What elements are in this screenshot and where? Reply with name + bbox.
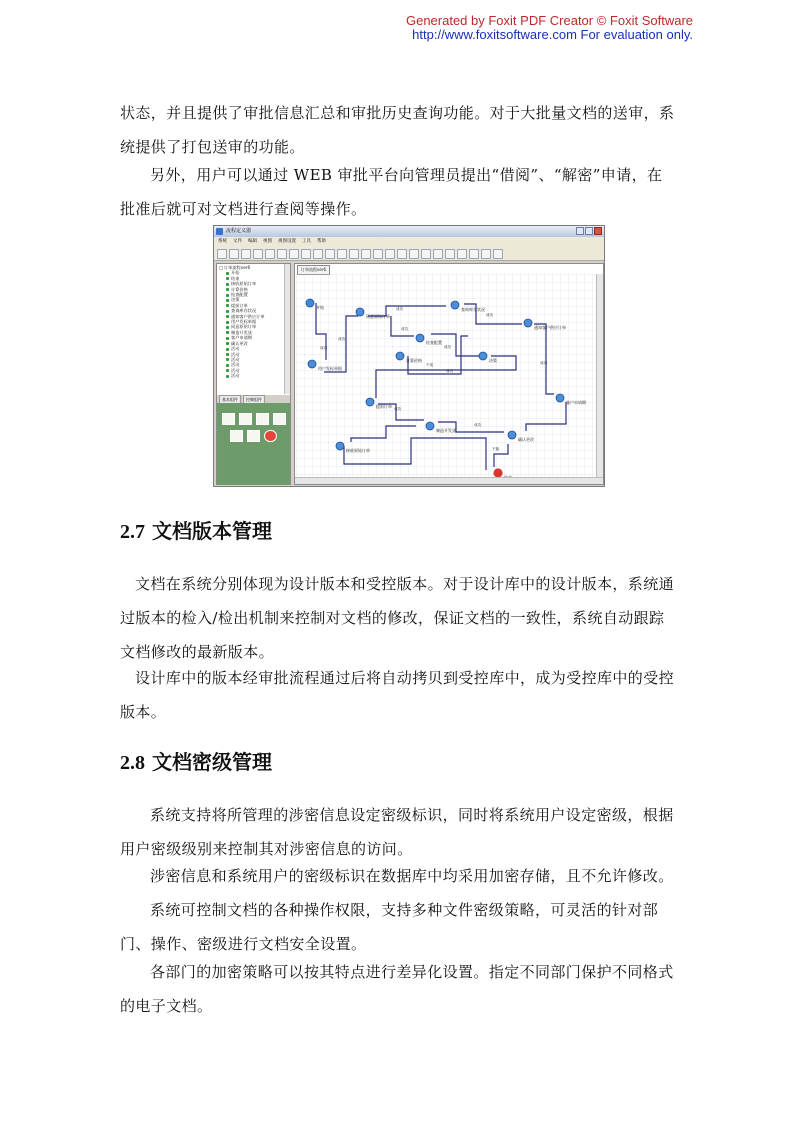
- toolbar-button-icon: [409, 249, 419, 259]
- flow-diagram: [296, 274, 598, 478]
- toolbar-button-icon: [241, 249, 251, 259]
- node-tool-icon: [273, 413, 286, 425]
- menu-item: 编辑: [248, 239, 257, 244]
- maximize-icon: [585, 227, 593, 235]
- toolbar-button-icon: [229, 249, 239, 259]
- tree-item: 检查配置: [219, 292, 288, 297]
- connector-label: 成功: [320, 346, 328, 350]
- tree-item: 同意原始订单: [219, 324, 288, 329]
- workflow-designer-screenshot: [213, 225, 605, 487]
- intro-paragraph-2: 另外，用户可以通过 WEB 审批平台向管理员提出“借阅”、“解密”申请，在批准后就可对文档进行查阅等操作。: [120, 166, 663, 218]
- tab-basic-components: 基本组件: [219, 395, 241, 403]
- tree-item: 通知客户供应订单: [219, 314, 288, 319]
- panel-tabs: [217, 395, 290, 403]
- connector-label: 不能: [492, 447, 500, 451]
- activity-node-icon: [426, 422, 434, 430]
- section-heading-2-8: [120, 748, 272, 777]
- tree-item: 查询库存状况: [219, 308, 288, 313]
- section-2-8-paragraph-2: 涉密信息和系统用户的密级标识在数据库中均采用加密存储，且不允许修改。: [150, 867, 674, 885]
- toolbar-button-icon: [493, 249, 503, 259]
- activity-node-icon: [508, 431, 516, 439]
- tree-item: 决策: [219, 297, 288, 302]
- node-tool-icon: [222, 413, 235, 425]
- node-label: 计算价格: [406, 358, 422, 363]
- section-2-8-paragraph-3: 系统可控制文档的各种操作权限，支持多种文件密级策略，可灵活的针对部门、操作、密级进行文档安全设置。: [120, 901, 659, 953]
- connector-label: 成功: [394, 407, 402, 411]
- menu-item: 文件: [233, 239, 242, 244]
- activity-node-icon: [556, 394, 564, 402]
- toolbar-button-icon: [385, 249, 395, 259]
- section-title: 文档版本管理: [151, 519, 272, 543]
- canvas-horizontal-scrollbar: [295, 477, 603, 484]
- node-label: 用户发标单据: [318, 366, 342, 371]
- toolbar-button-icon: [217, 249, 227, 259]
- node-label: 接收原始订单: [346, 448, 370, 453]
- menu-item: 视图设置: [278, 239, 296, 244]
- connector-label: 成功: [446, 369, 454, 373]
- toolbar-button-icon: [421, 249, 431, 259]
- activity-node-icon: [336, 442, 344, 450]
- node-tool-icon: [239, 413, 252, 425]
- section-title: 文档密级管理: [151, 750, 272, 774]
- node-label: 确认更改: [518, 437, 534, 442]
- connector-label: 成功: [338, 337, 346, 341]
- toolbar-button-icon: [313, 249, 323, 259]
- toolbar-button-icon: [469, 249, 479, 259]
- toolbar-button-icon: [445, 249, 455, 259]
- window-title: 流程定义器: [226, 228, 252, 234]
- section-2-7-paragraph-2: 设计库中的版本经审批流程通过后将自动拷贝到受控库中，成为受控库中的受控版本。: [120, 669, 675, 721]
- menu-item: 帮助: [317, 239, 326, 244]
- component-pane: [216, 263, 291, 485]
- toolbar-button-icon: [397, 249, 407, 259]
- section-2-8-paragraph-1: 系统支持将所管理的涉密信息设定密级标识，同时将系统用户设定密级，根据用户密级级别来控制其对涉密信息的访问。: [120, 806, 674, 858]
- toolbar-button-icon: [373, 249, 383, 259]
- toolbar-button-icon: [301, 249, 311, 259]
- tree-root: □ 订单流程ver6: [219, 265, 288, 270]
- toolbar: [214, 247, 604, 261]
- tree-item: 活动: [219, 346, 288, 351]
- connector-label: 成功: [474, 423, 482, 427]
- toolbar-button-icon: [457, 249, 467, 259]
- toolbar-button-icon: [337, 249, 347, 259]
- toolbar-button-icon: [349, 249, 359, 259]
- section-heading-2-7: [120, 517, 272, 546]
- connector-label: 不成: [426, 363, 434, 367]
- process-tree: [217, 264, 290, 394]
- toolbar-button-icon: [325, 249, 335, 259]
- menu-item: 视图: [263, 239, 272, 244]
- toolbar-button-icon: [265, 249, 275, 259]
- activity-node-icon: [416, 334, 424, 342]
- tree-item: 客户申请期: [219, 335, 288, 340]
- node-tool-icon: [230, 430, 243, 442]
- section-number: 2.8: [120, 752, 145, 774]
- node-label: 查询库存状况: [461, 307, 485, 312]
- tree-item: 制造开发货: [219, 330, 288, 335]
- menu-item: 工具: [302, 239, 311, 244]
- intro-paragraph-1: 状态，并且提供了审批信息汇总和审批历史查询功能。对于大批量文档的送审，系统提供了打包送审的功能。: [120, 104, 675, 156]
- tree-item: 确认更改: [219, 341, 288, 346]
- tab-control-components: 控制组件: [243, 395, 265, 403]
- canvas-tab: 订单流程ver6: [297, 265, 330, 275]
- section-2-8-paragraph-4: 各部门的加密策略可以按其特点进行差异化设置。指定不同部门保护不同格式的电子文档。: [120, 963, 674, 1015]
- app-icon: [216, 228, 223, 235]
- node-tool-icon: [256, 413, 269, 425]
- watermark-line-1: Generated by Foxit PDF Creator © Foxit Software: [405, 13, 693, 28]
- connector-label: 成功: [486, 313, 494, 317]
- activity-node-icon: [356, 308, 364, 316]
- node-tool-icon: [247, 430, 260, 442]
- node-label: 开始: [316, 305, 324, 310]
- node-label: 通知客户供应订单: [534, 325, 566, 330]
- toolbar-button-icon: [481, 249, 491, 259]
- tree-item: 结束: [219, 276, 288, 281]
- tree-item: 活动: [219, 373, 288, 378]
- window-titlebar: [214, 226, 604, 237]
- menu-item: 系统: [218, 239, 227, 244]
- activity-node-icon: [524, 319, 532, 327]
- start-node-icon: [306, 299, 314, 307]
- toolbar-button-icon: [289, 249, 299, 259]
- activity-node-icon: [451, 301, 459, 309]
- node-label: 同意原始订单: [366, 314, 390, 319]
- connector-label: 成功: [540, 361, 548, 365]
- connector-label: 成功: [444, 345, 452, 349]
- activity-node-icon: [366, 398, 374, 406]
- canvas-vertical-scrollbar: [596, 274, 603, 478]
- node-label: 制造开发货: [436, 428, 456, 433]
- tree-item: 开始: [219, 270, 288, 275]
- node-label: 客户申请期: [566, 400, 586, 405]
- toolbar-button-icon: [433, 249, 443, 259]
- flow-canvas: [294, 263, 604, 485]
- connector-label: 成功: [401, 327, 409, 331]
- section-number: 2.7: [120, 521, 145, 543]
- node-label: 决策: [489, 358, 497, 363]
- toolbar-button-icon: [361, 249, 371, 259]
- node-label: 检查配置: [426, 340, 442, 345]
- tree-item: 活动: [219, 368, 288, 373]
- toolbar-button-icon: [253, 249, 263, 259]
- node-label: 提前订单: [376, 404, 392, 409]
- toolbar-button-icon: [277, 249, 287, 259]
- close-icon: [594, 227, 602, 235]
- tree-item: 活动: [219, 357, 288, 362]
- tree-item: 用户发标单据: [219, 319, 288, 324]
- component-palette: [217, 403, 290, 485]
- tree-item: 计算价格: [219, 287, 288, 292]
- tree-item: 提前订单: [219, 303, 288, 308]
- tree-scrollbar: [284, 264, 290, 394]
- connector-label: 成功: [396, 307, 404, 311]
- section-2-7-paragraph-1: 文档在系统分别体现为设计版本和受控版本。对于设计库中的设计版本，系统通过版本的检入/检出机制来控制对文档的修改，保证文档的一致性，系统自动跟踪文档修改的最新版本。: [120, 575, 675, 661]
- activity-node-icon: [396, 352, 404, 360]
- tree-item: 活动: [219, 362, 288, 367]
- end-tool-icon: [264, 430, 277, 442]
- minimize-icon: [576, 227, 584, 235]
- menu-bar: [214, 237, 604, 247]
- watermark-line-2: http://www.foxitsoftware.com For evaluation only.: [412, 27, 693, 42]
- activity-node-icon: [308, 360, 316, 368]
- tree-item: 活动: [219, 352, 288, 357]
- tree-item: 接收原始订单: [219, 281, 288, 286]
- activity-node-icon: [479, 352, 487, 360]
